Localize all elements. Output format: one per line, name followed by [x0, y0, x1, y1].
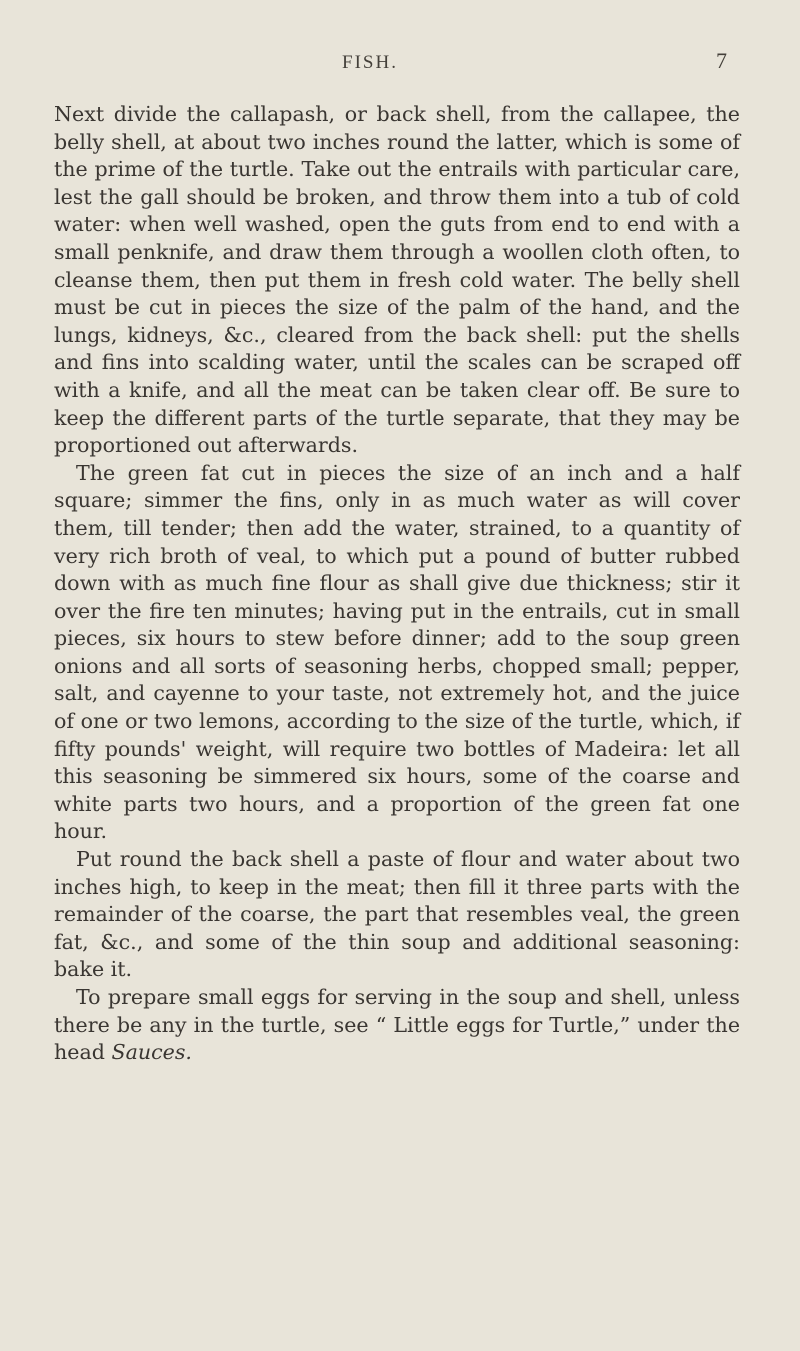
body-text — [54, 101, 740, 1067]
sauces-reference: Sauces. — [111, 1040, 192, 1065]
paragraph: The green fat cut in pieces the size of an inch and a half square; simmer the fins, only in as much water as will cover them, till tender; then add the water, strained, to a quantity of very rich broth of veal, to which put a pound of butter rubbed down with as much fine flour as shall give due thickness; stir it over the fire ten minutes; having put in the entrails, cut in small pieces, six hours to stew before dinner; add to the soup green onions and all sorts of seasoning herbs, chopped small; pepper, salt, and cayenne to your taste, not extremely hot, and the juice of one or two lemons, according to the size of the turtle, which, if fifty pounds' weight, will require two bottles of Madeira: let all this seasoning be simmered six hours, some of the coarse and white parts two hours, and a proportion of the green fat one hour. — [54, 460, 740, 844]
paragraph — [54, 984, 740, 1067]
paragraph: Next divide the callapash, or back shell, from the callapee, the belly shell, at about two inches round the latter, which is some of the prime of the turtle. Take out the entrails with particular care, lest the gall should be broken, and throw them into a tub of cold water: when well washed, open the guts from end to end with a small penknife, and draw them through a woollen cloth often, to cleanse them, then put them in fresh cold water. The belly shell must be cut in pieces the size of the palm of the hand, and the lungs, kidneys, &c., cleared from the back shell: put the shells and fins into scalding water, until the scales can be scraped off with a knife, and all the meat can be taken clear off. Be sure to keep the different parts of the turtle separate, that they may be proportioned out afterwards. — [54, 102, 740, 458]
paragraph: Put round the back shell a paste of flour and water about two inches high, to keep in the meat; then fill it three parts with the remainder of the coarse, the part that resembles veal, the green fat, &c., and some of the thin soup and additional seasoning: bake it. — [54, 847, 740, 982]
paragraph-text: To prepare small eggs for serving in the soup and shell, unless there be any in the turtle, see “ Little eggs for Turtle,” under the head — [54, 985, 740, 1065]
chapter-title: FISH. — [342, 52, 398, 73]
page-number: 7 — [716, 48, 727, 73]
running-head — [0, 48, 800, 82]
